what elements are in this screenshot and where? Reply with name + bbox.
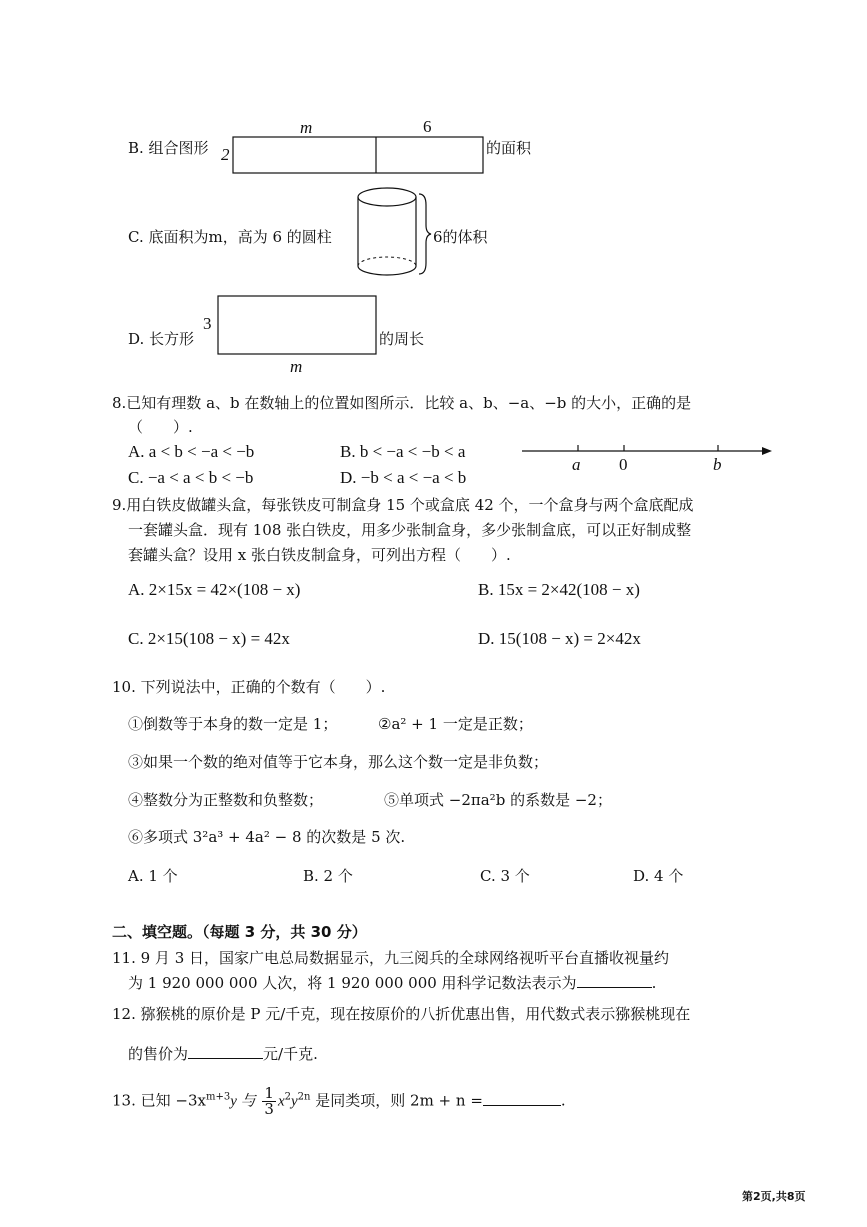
q11-line2	[128, 972, 656, 993]
number-line-label-a: a	[572, 455, 581, 474]
q7-option-c-suffix: 6的体积	[433, 228, 488, 246]
q12-line1: 12. 猕猴桃的原价是 P 元/千克，现在按原价的八折优惠出售，用代数式表示猕猴桃现在	[112, 1005, 691, 1023]
q12-line2-pre: 的售价为	[128, 1045, 189, 1063]
q13-exp3: 2n	[297, 1091, 311, 1103]
q10-statement-4: ④整数分为正整数和负整数；	[128, 791, 324, 809]
q12-line2-post: 元/千克.	[263, 1045, 318, 1063]
number-line	[0, 0, 867, 500]
q8-option-a[interactable]: A. a < b < −a < −b	[128, 442, 255, 461]
q13-exp1: m+3	[205, 1091, 231, 1103]
q8-option-d[interactable]: D. −b < a < −a < b	[340, 468, 467, 487]
q8-stem-line2: （ ）.	[128, 418, 193, 436]
q13-end: .	[560, 1091, 566, 1110]
page-number: 第2页,共8页	[742, 1190, 806, 1203]
q7-d-width-label: m	[290, 357, 303, 376]
q9-option-b[interactable]: B. 15x = 2×42(108 − x)	[478, 580, 640, 599]
q9-option-c[interactable]: C. 2×15(108 − x) = 42x	[128, 629, 290, 648]
q13-mid3: y	[291, 1093, 298, 1110]
q13-pre: 13. 已知 −3x	[112, 1091, 206, 1110]
q10-option-a[interactable]: A. 1 个	[128, 867, 178, 885]
q9-option-d[interactable]: D. 15(108 − x) = 2×42x	[478, 629, 641, 648]
q9-option-a[interactable]: A. 2×15x = 42×(108 − x)	[128, 580, 301, 599]
q7-b-width-6-label: 6	[423, 117, 432, 136]
q10-statement-3: ③如果一个数的绝对值等于它本身，那么这个数一定是非负数；	[128, 753, 549, 771]
q11-answer-blank[interactable]	[577, 973, 652, 988]
q9-stem-line3: 套罐头盒？设用 x 张白铁皮制盒身，可列出方程（ ）.	[128, 546, 511, 564]
q7-b-height-label: 2	[221, 145, 230, 164]
q13-fraction	[262, 1086, 276, 1117]
q13-post: 是同类项，则 2m + n =	[310, 1091, 483, 1110]
q9-stem-line1: 9.用白铁皮做罐头盒，每张铁皮可制盒身 15 个或盒底 42 个，一个盒身与两个盒底配成	[112, 496, 694, 514]
q12-line2	[128, 1043, 318, 1064]
q7-option-c-label: C. 底面积为m，高为 6 的圆柱	[128, 228, 332, 246]
q10-stem: 10. 下列说法中，正确的个数有（ ）.	[112, 678, 386, 696]
q10-statement-5: ⑤单项式 −2πa²b 的系数是 −2；	[384, 791, 612, 809]
q7-option-b-label: B. 组合图形	[128, 139, 209, 157]
q8-option-c[interactable]: C. −a < a < b < −b	[128, 468, 254, 487]
q12-answer-blank[interactable]	[188, 1044, 263, 1059]
q11-end: .	[651, 974, 657, 992]
q7-option-b-suffix: 的面积	[486, 139, 532, 157]
q13-exp2: 2	[284, 1091, 291, 1103]
q11-line2-text: 为 1 920 000 000 人次，将 1 920 000 000 用科学记数法表示为	[128, 974, 577, 992]
q10-statement-1: ①倒数等于本身的数一定是 1；	[128, 715, 338, 733]
q8-option-b[interactable]: B. b < −a < −b < a	[340, 442, 466, 461]
q13-frac-num: 1	[264, 1084, 274, 1102]
q7-option-d-label: D. 长方形	[128, 330, 195, 348]
q7-b-width-m-label: m	[300, 118, 313, 137]
q13-frac-den: 3	[264, 1100, 274, 1118]
q7-option-d-suffix: 的周长	[379, 330, 425, 348]
q13-mid2: x	[277, 1093, 285, 1110]
q9-stem-line2: 一套罐头盒．现有 108 张白铁皮，用多少张制盒身，多少张制盒底，可以正好制成整	[128, 521, 692, 539]
section-2-heading: 二、填空题。（每题 3 分，共 30 分）	[112, 923, 367, 941]
number-line-label-0: 0	[619, 455, 628, 474]
q10-statement-2: ②a² + 1 一定是正数；	[378, 715, 533, 733]
q13-line	[112, 1086, 566, 1117]
q10-statement-6: ⑥多项式 3²a³ + 4a² − 8 的次数是 5 次.	[128, 828, 406, 846]
q13-mid1: y 与	[230, 1093, 256, 1110]
number-line-label-b: b	[713, 455, 722, 474]
q13-answer-blank[interactable]	[483, 1091, 561, 1106]
q10-option-d[interactable]: D. 4 个	[633, 867, 684, 885]
q10-option-c[interactable]: C. 3 个	[480, 867, 530, 885]
q10-option-b[interactable]: B. 2 个	[303, 867, 353, 885]
q7-d-height-label: 3	[203, 314, 212, 333]
q11-line1: 11. 9 月 3 日，国家广电总局数据显示，九三阅兵的全球网络视听平台直播收视量约	[112, 949, 670, 967]
q8-stem-line1: 8.已知有理数 a、b 在数轴上的位置如图所示．比较 a、b、−a、−b 的大小，正确的是	[112, 394, 692, 412]
